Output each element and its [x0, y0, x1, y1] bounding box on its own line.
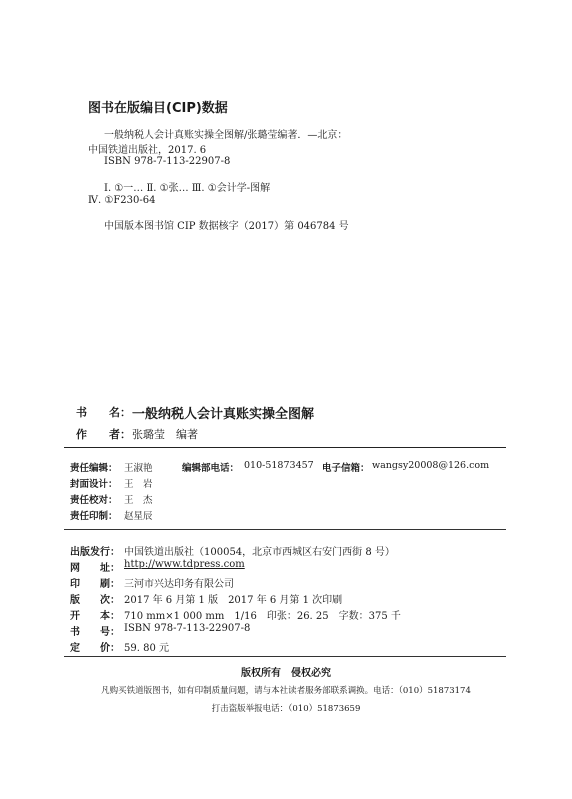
edition-label: 版 次：: [70, 595, 120, 606]
cip-line: 中国铁道出版社，2017. 6: [88, 145, 207, 156]
copyright-notice: 版权所有 侵权必究: [241, 668, 331, 679]
book-author: 张璐莹 编著: [132, 428, 198, 441]
editorial-phone-label: 编辑部电话：: [182, 463, 240, 474]
cip-heading: 图书在版编目(CIP)数据: [88, 101, 228, 116]
printing-manager-label: 责任印制：: [70, 511, 118, 522]
proofreader: 王 杰: [124, 495, 153, 506]
publisher-label: 出版发行：: [70, 547, 120, 558]
proofreader-label: 责任校对：: [70, 495, 118, 506]
author-label: 作 者：: [76, 428, 131, 441]
cip-line: ISBN 978-7-113-22907-8: [104, 156, 231, 167]
format: 710 mm×1 000 mm 1/16 印张：26. 25 字数：375 千: [124, 611, 401, 622]
printer: 三河市兴达印务有限公司: [124, 579, 234, 590]
book-title: 一般纳税人会计真账实操全图解: [132, 407, 315, 422]
printing-manager: 赵星辰: [124, 511, 153, 522]
quality-notice: 凡购买铁道版图书，如有印制质量问题，请与本社读者服务部联系调换。电话：（010）51873174: [101, 686, 471, 696]
divider: [64, 529, 506, 530]
cip-line: Ⅰ. ①一… Ⅱ. ①张… Ⅲ. ①会计学-图解: [104, 183, 271, 194]
publisher: 中国铁道出版社（100054，北京市西城区右安门西街 8 号）: [124, 547, 395, 558]
price-label: 定 价：: [70, 643, 120, 654]
piracy-report-line: 打击盗版举报电话：（010）51873659: [211, 704, 361, 714]
format-label: 开 本：: [70, 611, 120, 622]
printer-label: 印 刷：: [70, 579, 120, 590]
edition: 2017 年 6 月第 1 版 2017 年 6 月第 1 次印刷: [124, 595, 343, 606]
isbn: ISBN 978-7-113-22907-8: [124, 623, 251, 634]
website-link[interactable]: http://www.tdpress.com: [124, 559, 245, 570]
cip-line: Ⅳ. ①F230-64: [88, 195, 156, 206]
cip-line: 一般纳税人会计真账实操全图解/张璐莹编著．—北京：: [104, 130, 348, 141]
email-label: 电子信箱：: [322, 463, 370, 474]
editorial-phone: 010-51873457: [244, 460, 314, 471]
cover-designer: 王 岩: [124, 479, 153, 490]
website-label: 网 址：: [70, 563, 120, 574]
isbn-label: 书 号：: [70, 627, 120, 638]
cover-design-label: 封面设计：: [70, 479, 118, 490]
responsible-editor-label: 责任编辑：: [70, 463, 118, 474]
responsible-editor: 王淑艳: [124, 463, 153, 474]
cip-line: 中国版本图书馆 CIP 数据核字（2017）第 046784 号: [104, 221, 349, 232]
price: 59. 80 元: [124, 643, 169, 654]
divider: [64, 656, 506, 657]
divider: [64, 447, 506, 448]
title-label: 书 名：: [76, 406, 131, 419]
email: wangsy20008@126.com: [372, 460, 490, 471]
